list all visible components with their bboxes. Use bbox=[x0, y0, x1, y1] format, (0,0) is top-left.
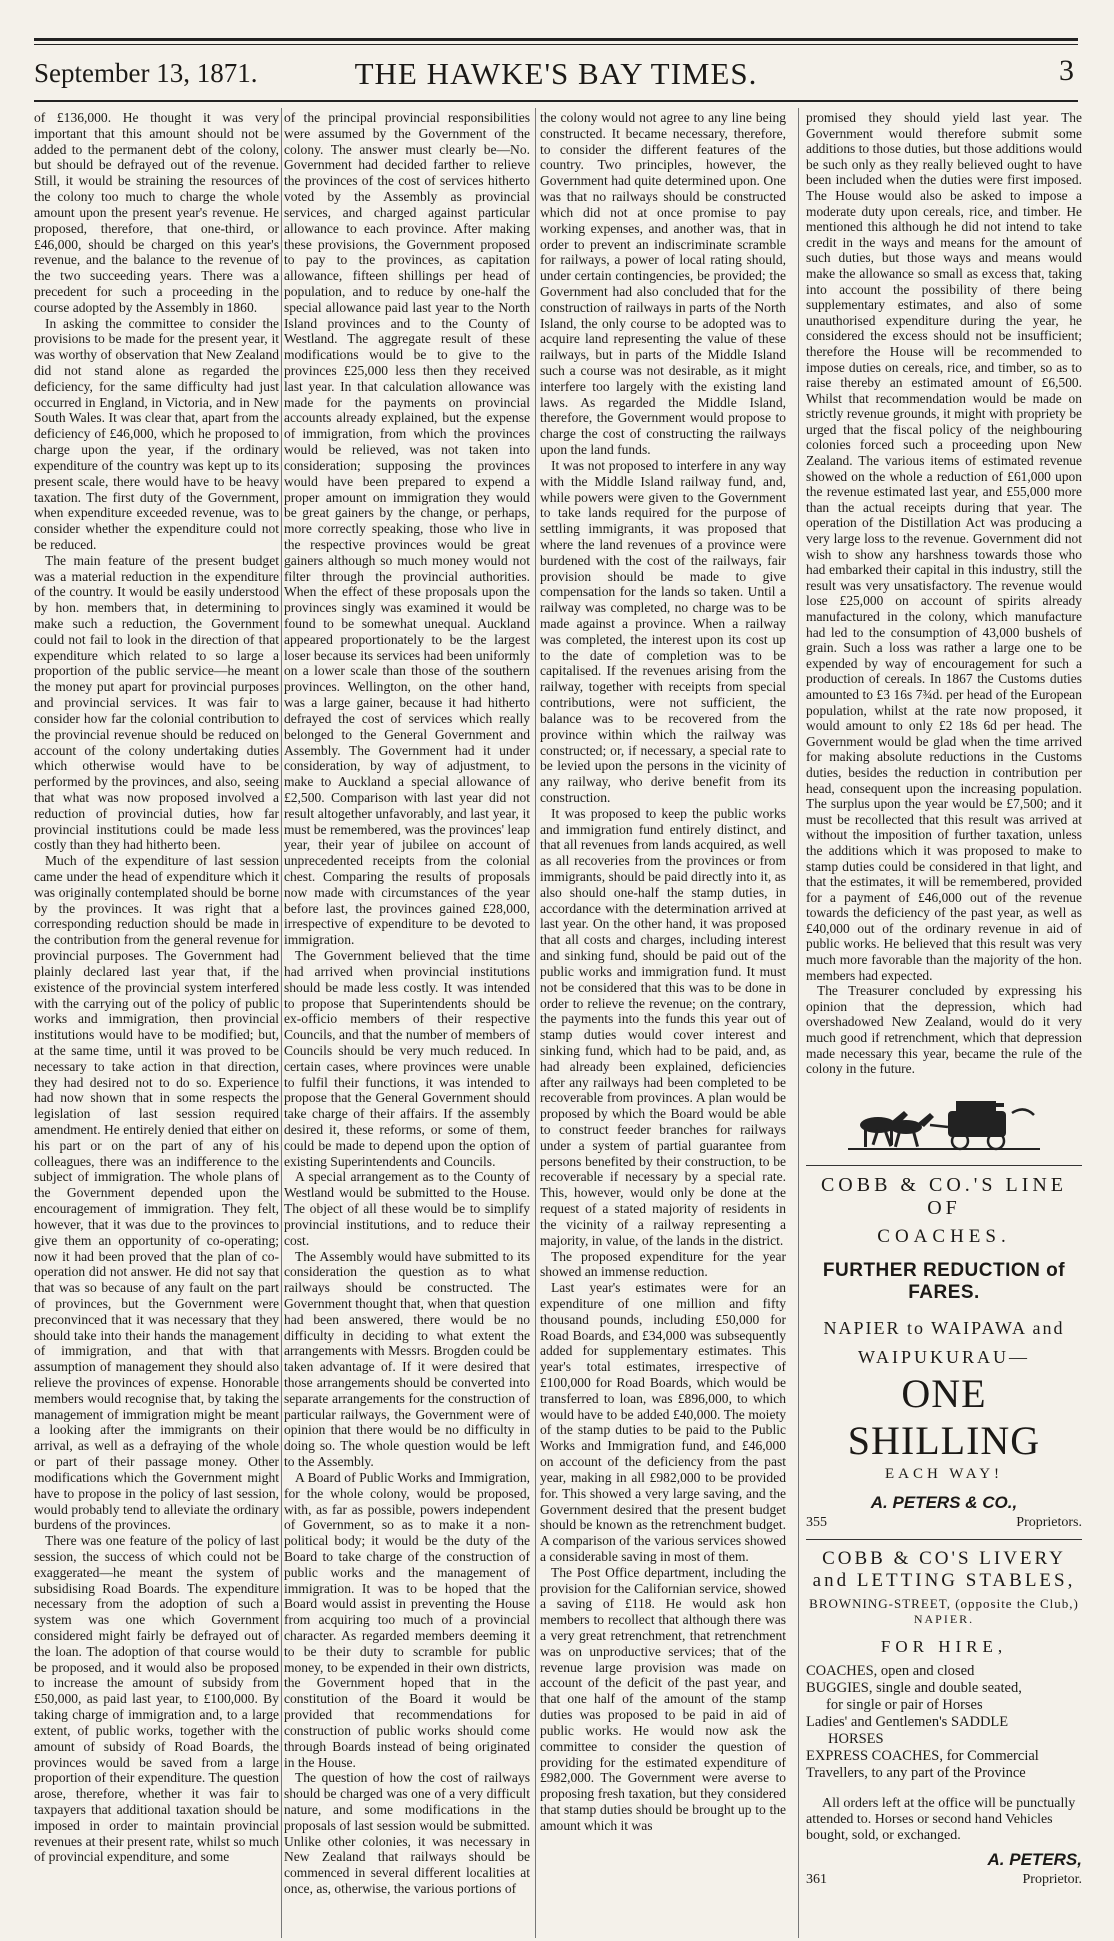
ad-route: NAPIER to WAIPAWA and bbox=[823, 1317, 1065, 1338]
paragraph: The Treasurer concluded by expressing his opinion that the depression, which had overshadowed New Zealand, would do it very much good if retrenchment, which that depression made necessary this year, became the rule of the colony in the future. bbox=[806, 983, 1082, 1077]
paragraph: The proposed expenditure for the year showed an immense reduction. bbox=[540, 1248, 786, 1280]
paragraph: A special arrangement as to the County of Westland would be submitted to the House. The object of all these would be to simplify provincial institutions, and to reduce their cost. bbox=[284, 1169, 530, 1248]
masthead-rule-bottom bbox=[34, 100, 1078, 102]
paragraph: of the principal provincial responsibilities were assumed by the Government of the colony. The answer must clearly be—No. Government had decided farther to relieve the provinces of the cost of services hitherto voted by the Assembly as provincial services, and charged against particular allowance to each province. After making these provisions, the Government proposed to pay to the provinces, as capitation allowance, fifteen shillings per head of population, and to reduce by one-half the special allowance paid last year to the North Island provinces and to the County of Westland. The aggregate result of these modifications would be to give to the provinces £25,000 less then they received last year. In that calculation allowance was made for the payments on provincial accounts already explained, but the expense of immigration, from which the provinces would be relieved, was not taken into consideration; supposing the provinces would have been prepared to expend a proper amount on immigration they would be great gainers by the change, or perhaps, more correctly speaking, those who live in the respective provinces would be great gainers although so much money would not filter through the provincial authorities. When the effect of these proposals upon the provinces singly was examined it would be found to be somewhat unequal. Auckland appeared proportionately to be the largest loser because its services had been uniformly on a lower scale than those of the southern provinces. Wellington, on the other hand, was a large gainer, because it had hitherto defrayed the cost of services which really belonged to the General Government and Assembly. The Government had it under consideration, by way of adjustment, to make to Auckland a special allowance of £2,500. Comparison with last year did not result altogether unfavorably, and last year, it must be remembered, was the provinces' leap year, their year of jubilee on account of unprecedented receipts from the colonial chest. Comparing the results of proposals now made with circumstances of the year before last, the provinces gained £28,000, irrespective of expenditure to be devoted to immigration. bbox=[284, 110, 530, 948]
paragraph: The main feature of the present budget was a material reduction in the expenditure of the country. It would be easily understood by hon. members that, in determining to make such a reduction, the Government could not fail to look in the direction of that expenditure which related to so large a proportion of the public service—he meant the money put apart for provincial purposes and provincial services. It was fair to consider how far the colonial contribution to the provincial revenue should be reduced on account of the colony undertaking duties which otherwise would have to be performed by the provinces, and also, seeing that what was now proposed involved a reduction of provincial duties, how far provincial institutions could be made less costly than they had hitherto been. bbox=[34, 552, 279, 853]
ad-fares-banner: FURTHER REDUCTION of FARES. bbox=[822, 1259, 1066, 1303]
newspaper-title: THE HAWKE'S BAY TIMES. bbox=[354, 56, 758, 91]
ad-number: 355 bbox=[806, 1514, 827, 1530]
ad-route: WAIPUKURAU— bbox=[858, 1346, 1030, 1367]
ad-role: Proprietors. bbox=[1016, 1514, 1082, 1530]
ad-note: All orders left at the office will be punctually attended to. Horses or second hand Vehicles bought, sold, or exchanged. bbox=[806, 1795, 1076, 1843]
paragraph: There was one feature of the policy of last session, the success of which could not be exaggerated—he meant the system of subsidising Road Boards. The expenditure necessary from the adoption of such a system was one which Government considered might fairly be defrayed out of the loan. The adoption of that course would be proposed, and it would also be proposed to increase the amount of subsidy from £50,000, as paid last year, to £100,000. By taking charge of immigration and, to a large extent, of public works, together with the amount of subsidy of Road Boards, the provinces would be saved from a large proportion of their expenditure. The question arose, therefore, whether it was fair to taxpayers that additional taxation should be imposed in order to maintain provincial revenues at their present rate, whilst so much of provincial expenditure, and some bbox=[34, 1533, 279, 1865]
paragraph: Much of the expenditure of last session came under the head of expenditure which it was originally contemplated should be borne by the provinces. It was right that a corresponding reduction should be made in the contribution from the general revenue for provincial purposes. The Government had plainly declared last year that, if the existence of the provincial system interfered with the carrying out of the policy of public works and immigration, then provincial institutions would have to be modified; but, at the same time, until it was proved to be necessary to take action in that direction, they had desired not to do so. Experience had now shown that in some respects the legislation of last session required amendment. He entirely denied that either on his part or on the part of any of his colleagues, there was an indifference to the subject of immigration. The whole plans of the Government depended upon the encouragement of immigration. They felt, however, that it was due to the provinces to give them an opportunity of co-operating; now it had been proved that the plan of co-operation did not answer. He did not say that that was so because of any fault on the part of provinces, but the Government were preconvinced that it was necessary that they should take into their hands the management of immigration, and that with that assumption of management they should also relieve the provinces of expense. Honorable members would recognise that, by taking the management of immigration might be meant a looking after the immigrants on their arrival, as well as a defraying of the whole or part of their passage money. Other modifications which the Government might have to propose in the policy of last session, would probably tend to alleviate the ordinary burdens of the provinces. bbox=[34, 853, 279, 1533]
ad-service-line: HORSES bbox=[828, 1730, 884, 1747]
paragraph: The Government believed that the time had arrived when provincial institutions should be made less costly. It was intended to propose that Superintendents should be ex-officio members of their respective Councils, and that the number of members of Councils should be very much reduced. In certain cases, where provinces were unable to fulfil their functions, it was intended to propose that the General Government should take charge of their affairs. If the assembly desired it, these reforms, or some of them, could be made to depend upon the option of existing Superintendents and Councils. bbox=[284, 948, 530, 1169]
masthead-rule-thin bbox=[34, 44, 1078, 45]
ad-service-line: EXPRESS COACHES, for Commercial Travellers, to any part of the Province bbox=[806, 1747, 1039, 1781]
ad-proprietor-name: A. PETERS, bbox=[987, 1849, 1082, 1869]
advertisement-cobb-coaches bbox=[806, 1093, 1082, 1531]
paragraph: In asking the committee to consider the provisions to be made for the present year, it was worthy of observation that New Zealand did not stand alone as regarded the deficiency, for the same difficulty had just occurred in England, in Victoria, and in New South Wales. It was clear that, apart from the deficiency of £46,000, which he proposed to charge upon the year, if the ordinary expenditure of the country was kept up to its present scale, there would have to be heavy taxation. The first duty of the Government, when expenditure exceeded revenue, was to consider whether the expenditure could not be reduced. bbox=[34, 315, 279, 552]
ad-footer bbox=[806, 1515, 1082, 1531]
page-number: 3 bbox=[1059, 54, 1074, 87]
paragraph: promised they should yield last year. The Government would therefore submit some additions to those duties, but those additions would be such only as they really believed ought to have been included when the duties were first imposed. The House would also be asked to impose a moderate duty upon cereals, rice, and timber. He mentioned this although he did not intend to take credit in the ways and means for the amount of such duties, but those ways and means would make the allowance so small as excess that, taking into account the possibility of there being supplementary estimates, and also of some unauthorised expenditure during the year, he considered the excess should not be insufficient; therefore the House will be recommended to impose duties on cereals, rice, and timber, so as to raise thereby an estimated amount of £6,500. Whilst that recommendation would be made on strictly revenue grounds, it might with propriety be urged that the fiscal policy of the neighbouring colonies forced such a proceeding upon New Zealand. The various items of estimated revenue showed on the whole a reduction of £61,000 upon the revenue estimated last year, and £55,000 more than the actual receipts during that year. The operation of the Distillation Act was producing a very large loss to the revenue. Government did not wish to show any harshness towards those who had embarked their capital in this industry, still the result was very unsatisfactory. The revenue would lose £25,000 on account of spirits already manufactured in the colony, which manufacture had led to the consumption of 43,000 bushels of grain. Such a loss was rather a large one to be expended by way of encouragement for such a production of cereals. In 1867 the Customs duties amounted to £3 16s 7¾d. per head of the European population, whilst at the rate now proposed, it would amount to only £2 18s 6d per head. The Government would be glad when the time arrived for making absolute reductions in the Customs duties, besides the reduction in contribution per head, consequent upon the increasing population. The surplus upon the year would be £7,500; and it must be recollected that this result was arrived at without the imposition of further taxation, unless the additions which it was proposed to make to stamp duties could be considered in that light, and that the estimates, it will be remembered, provided for a payment of £46,000 out of the revenue towards the deficiency of the past year, as well as £40,000 out of the ordinary revenue in aid of public works. He believed that this result was very much more favorable than the majority of the hon. members had expected. bbox=[806, 110, 1082, 983]
ad-town: NAPIER. bbox=[913, 1611, 975, 1626]
ad-proprietor-name: A. PETERS & CO., bbox=[870, 1492, 1018, 1512]
column-4 bbox=[806, 110, 1082, 1935]
paragraph: of £136,000. He thought it was very important that this amount should not be added to the permanent debt of the colony, but should be defrayed out of the revenue. Still, it would be straining the resources of the colony too much to charge the whole amount upon the present year's revenue. He proposed, therefore, that one-third, or £46,000, should be charged on this year's revenue, and the balance to the revenue of the two succeeding years. There was a precedent for such a proceeding in the course adopted by the Assembly in 1860. bbox=[34, 110, 279, 315]
ad-service-line: BUGGIES, single and double seated, bbox=[806, 1679, 1022, 1696]
ad-service-list bbox=[806, 1663, 1082, 1782]
ad-heading: COBB & CO.'S LINE OF bbox=[820, 1173, 1068, 1219]
ad-subheading: COACHES. bbox=[877, 1225, 1011, 1247]
ad-heading: COBB & CO'S LIVERY and LETTING STABLES, bbox=[812, 1547, 1076, 1591]
paragraph: It was proposed to keep the public works and immigration fund entirely distinct, and that all revenues from lands acquired, as well as all recoveries from the provinces or from immigrants, should be paid directly into it, as also should one-half the stamp duties, in accordance with the determination arrived at last year. On the other hand, it was proposed that all costs and charges, including interest and sinking fund, should be paid out of the public works and immigration fund. It must not be considered that this was to be done in order to relieve the revenue; on the contrary, the payments into the funds this year out of stamp duties would cover interest and sinking fund, which had to be paid, and, as had already been explained, deficiencies after any railways had been completed to be recoverable from provinces. A plan would be proposed by which the Board would be able to construct feeder branches for railways under a system of partial guarantee from persons benefited by their construction, to be recoverable if necessary by a special rate. This, however, would only be done at the request of a stated majority of residents in the vicinity of a railway representing a majority, in value, of the lands in the district. bbox=[540, 805, 786, 1248]
paragraph: It was not proposed to interfere in any way with the Middle Island railway fund, and, while powers were given to the Government to take lands required for the purpose of settling immigrants, it was proposed that where the land revenues of a province were burdened with the cost of the railways, fair provision should be made to give compensation for the lands so taken. Until a railway was completed, no charge was to be made against a province. When a railway was completed, the interest upon its cost up to the date of completion was to be capitalised. If the revenues arising from the railway, together with receipts from special contributions, were not sufficient, the balance was to be recovered from the province within which the railway was constructed; or, if necessary, a special rate to be levied upon the persons in the vicinity of any railway, who derive benefit from its construction. bbox=[540, 457, 786, 805]
ad-for-hire: FOR HIRE, bbox=[880, 1636, 1008, 1656]
masthead bbox=[34, 52, 1078, 98]
paragraph: The question of how the cost of railways should be charged was one of a very difficult nature, and some modifications in the proposals of last session would be submitted. Unlike other colonies, it was necessary in New Zealand that railways should be commenced in several different localities at once, as, otherwise, the various portions of bbox=[284, 1770, 530, 1896]
ad-divider bbox=[806, 1539, 1082, 1540]
issue-date: September 13, 1871. bbox=[34, 58, 258, 88]
ad-service-line: COACHES, open and closed bbox=[806, 1662, 975, 1679]
ad-divider bbox=[806, 1165, 1082, 1166]
ad-price: ONE SHILLING bbox=[847, 1370, 1041, 1463]
coach-and-horses-engraving bbox=[844, 1093, 1044, 1157]
paragraph: A Board of Public Works and Immigration, for the whole colony, would be proposed, with, as far as possible, powers independent of Government, so as to make it a non-political body; it would be the duty of the Board to take charge of the construction of public works and the management of immigration. It was to be hoped that the Board would assist in preventing the House from acquiring too much of a provincial character. As regarded members deeming it to be their duty to scramble for public money, to be expended in their own districts, the Government hoped that in the constitution of the Board it would be provided that recommendations for construction of public works should come through Boards instead of being originated in the House. bbox=[284, 1469, 530, 1770]
ad-price-note: EACH WAY! bbox=[884, 1465, 1004, 1482]
ad-address: BROWNING-STREET, (opposite the Club,) bbox=[809, 1595, 1079, 1611]
advertisement-cobb-livery bbox=[806, 1548, 1082, 1888]
column-2 bbox=[284, 110, 530, 1935]
paragraph: The Post Office department, including the provision for the Californian service, showed a saving of £118. He would ask hon members to recollect that although there was a very great retrenchment, that retrenchment was on unproductive services; that of the revenue large provision was made on account of the deficit of the past year, and that one half of the amount of the stamp duties was proposed to be paid in aid of public works. He would now ask the committee to consider the question of providing for the estimated expenditure of £982,000. The Government were averse to proposing fresh taxation, but they considered that stamp duties should be brought up to the amount which it was bbox=[540, 1564, 786, 1833]
ad-number: 361 bbox=[806, 1871, 827, 1887]
column-3 bbox=[540, 110, 786, 1935]
column-1 bbox=[34, 110, 279, 1935]
ad-footer bbox=[806, 1872, 1082, 1888]
paragraph: Last year's estimates were for an expenditure of one million and fifty thousand pounds, including £50,000 for Road Boards, and £34,000 was subsequently added for supplementary estimates. This year's total estimates, irrespective of £100,000 for Road Boards, which would be transferred to loan, was £896,000, to which would have to be added £40,000. The moiety of the stamp duties to be paid to the Public Works and Immigration fund, and £46,000 on account of the deficiency from the past year, making in all £982,000 to be provided for. This showed a very large saving, and the Government desired that the present budget should be known as the retrenchment budget. A comparison of the various services showed a considerable saving in most of them. bbox=[540, 1280, 786, 1564]
paragraph: the colony would not agree to any line being constructed. It became necessary, therefore, to consider the different features of the country. Two principles, however, the Government had quite determined upon. One was that no railways should be constructed which did not at once promise to pay working expenses, and another was, that in order to prevent an indiscriminate scramble for railways, a power of local rating should, under certain contingencies, be provided; the Government had also concluded that for the construction of railways in parts of the North Island, the only course to be adopted was to acquire land representing the value of these railways, but in parts of the Middle Island such a course was not desirable, as it might interfere too largely with the existing land laws. As regarded the Middle Island, therefore, the Government would propose to charge the cost of constructing the railways upon the land funds. bbox=[540, 110, 786, 458]
column-divider bbox=[798, 108, 799, 1938]
column-divider bbox=[281, 108, 282, 1938]
ad-service-line: Ladies' and Gentlemen's SADDLE bbox=[806, 1713, 1009, 1730]
ad-service-line: for single or pair of Horses bbox=[826, 1696, 983, 1713]
paragraph: The Assembly would have submitted to its consideration the question as to what railways should be constructed. The Government thought that, when that question had been answered, there would be no difficulty in deciding to what extent the arrangements with Messrs. Brogden could be taken advantage of. If it were desired that those arrangements should be converted into separate arrangements for the construction of particular railways, the Government were of opinion that there would be no difficulty in doing so. The whole question would be left to the Assembly. bbox=[284, 1248, 530, 1470]
masthead-rule-top bbox=[34, 38, 1078, 41]
ad-role: Proprietor. bbox=[1022, 1871, 1082, 1887]
column-divider bbox=[535, 108, 536, 1938]
